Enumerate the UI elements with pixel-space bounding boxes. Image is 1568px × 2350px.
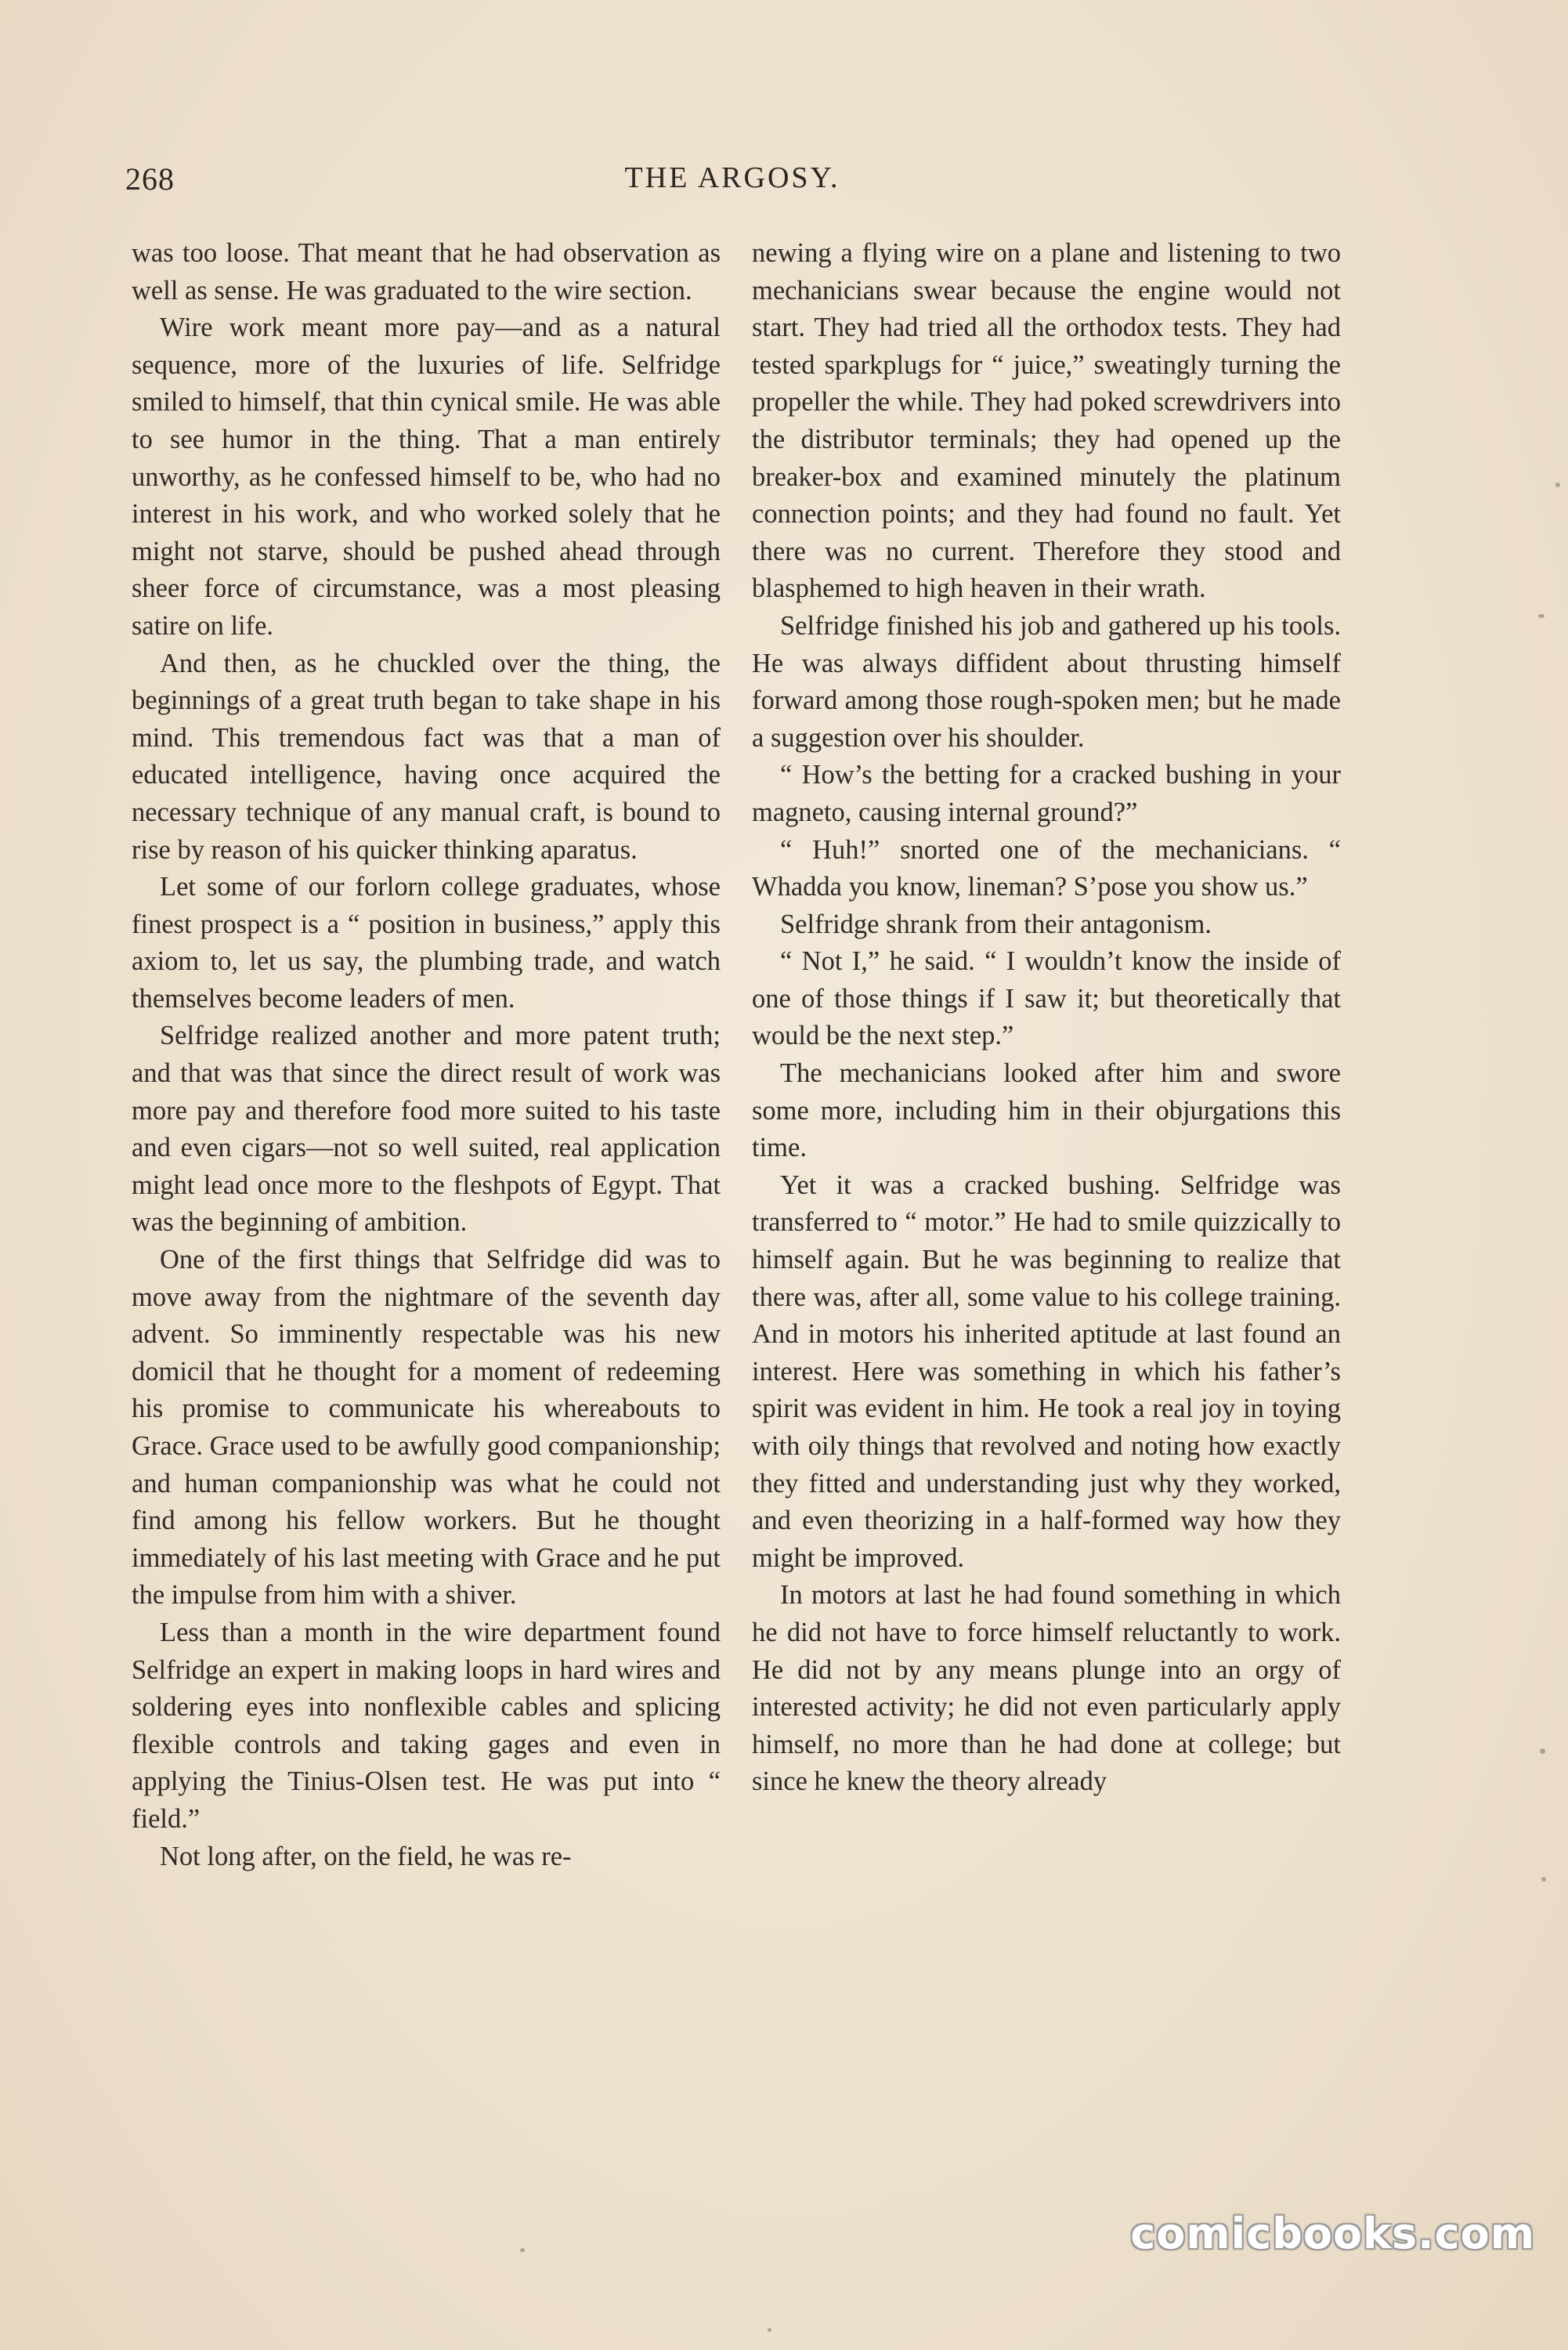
- page-number: 268: [125, 161, 175, 197]
- paragraph: Not long after, on the field, he was re-: [160, 1841, 572, 1871]
- paragraph: Let some of our forlorn college graduates, whose finest prospect is a “ position in business,” apply this axiom to, let us say, the plumbing trade, and watch themselves become leaders of men.: [132, 872, 721, 1014]
- paragraph: Selfridge finished his job and gathered up his tools. He was always diffident about thrusting himself forward among those rough-spoken men; but he made a suggestion over his shoulder.: [752, 610, 1341, 753]
- page-header: [125, 161, 1339, 208]
- print-speck: [1555, 483, 1560, 487]
- paragraph: Selfridge realized another and more patent truth; and that was that since the direct result of work was more pay and therefore food more suited to his taste and even cigars—not so well suited, real application might lead once more to the fleshpots of Egypt. That was the beginning of ambition.: [132, 1021, 721, 1238]
- print-speck: [1541, 1877, 1546, 1882]
- site-watermark: comicbooks.com: [1130, 2209, 1535, 2258]
- print-speck: [1538, 614, 1545, 618]
- paragraph: Selfridge shrank from their antagonism.: [780, 909, 1212, 939]
- paragraph: The mechanicians looked after him and swore some more, including him in their objurgations this time.: [752, 1058, 1341, 1163]
- paragraph: One of the first things that Selfridge did was to move away from the nightmare of the seventh day advent. So imminently respectable was his new domicil that he thought for a moment of redeeming his promise to communicate his whereabouts to Grace. Grace used to be awfully good companionship; and human companionship was what he could not find among his fellow workers. But he thought immediately of his last meeting with Grace and he put the impulse from him with a shiver.: [132, 1245, 721, 1611]
- paragraph: Yet it was a cracked bushing. Selfridge was transferred to “ motor.” He had to smile quizzically to himself again. But he was beginning to realize that there was, after all, some value to his college training. And in motors his inherited aptitude at last found an interest. Here was something in which his father’s spirit was evident in him. He took a real joy in toying with oily things that revolved and noting how exactly they fitted and understanding just why they worked, and even theorizing in a half-formed way how they might be improved.: [752, 1170, 1341, 1573]
- running-head: THE ARGOSY.: [624, 161, 840, 194]
- paragraph: In motors at last he had found something in which he did not have to force himself reluctantly to work. He did not by any means plunge into an orgy of interested activity; he did not even particularly apply himself, no more than he had done at college; but since he knew the theory already: [752, 1580, 1341, 1797]
- paragraph: newing a flying wire on a plane and listening to two mechanicians swear because the engine would not start. They had tried all the orthodox tests. They had tested sparkplugs for “ juice,” sweatingly turning the propeller the while. They had poked screwdrivers into the distributor terminals; they had opened up the breaker-box and examined minutely the platinum connection points; and they had found no fault. Yet there was no current. Therefore they stood and blasphemed to high heaven in their wrath.: [752, 238, 1341, 604]
- print-speck: [1540, 1748, 1545, 1754]
- paragraph: Wire work meant more pay—and as a natural sequence, more of the luxuries of life. Selfridge smiled to himself, that thin cynical smile. He was able to see humor in the thing. That a man entirely unworthy, as he confessed himself to be, who had no interest in his work, and who worked solely that he might not starve, should be pushed ahead through sheer force of circumstance, was a most pleasing satire on life.: [132, 313, 721, 641]
- print-speck: [768, 2328, 771, 2332]
- paragraph: was too loose. That meant that he had observation as well as sense. He was graduated to the wire section.: [132, 238, 721, 306]
- right-column: [752, 235, 1341, 1801]
- paragraph: “ How’s the betting for a cracked bushing in your magneto, causing internal ground?”: [752, 760, 1341, 827]
- paragraph: Less than a month in the wire department found Selfridge an expert in making loops in hard wires and soldering eyes into nonflexible cables and splicing flexible controls and taking gages and even in applying the Tinius-Olsen test. He was put into “ field.”: [132, 1617, 721, 1834]
- paragraph: “ Not I,” he said. “ I wouldn’t know the inside of one of those things if I saw it; but theoretically that would be the next step.”: [752, 946, 1341, 1051]
- print-speck: [520, 2248, 525, 2252]
- paragraph: And then, as he chuckled over the thing, the beginnings of a great truth began to take shape in his mind. This tremendous fact was that a man of educated intelligence, having once acquired the necessary technique of any manual craft, is bound to rise by reason of his quicker thinking aparatus.: [132, 648, 721, 865]
- left-column: [132, 235, 721, 1875]
- paragraph: “ Huh!” snorted one of the mechanicians. “ Whadda you know, lineman? S’pose you show us.”: [752, 834, 1341, 902]
